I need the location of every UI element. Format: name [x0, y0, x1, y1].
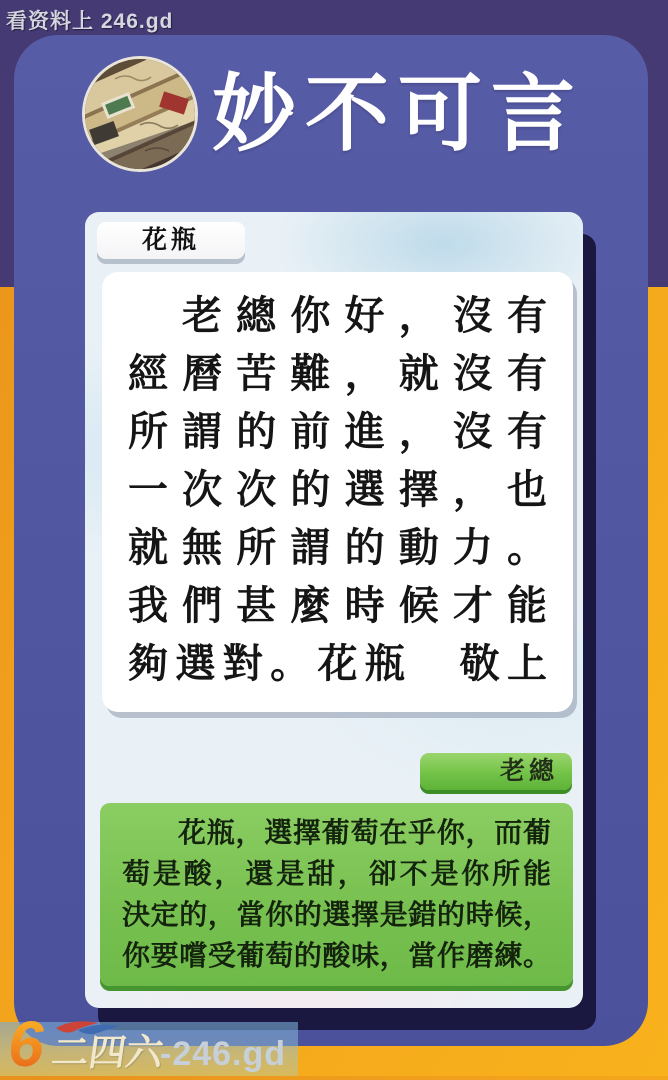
recipient-badge[interactable]: 老總	[420, 753, 572, 790]
sender-badge[interactable]: 花瓶	[97, 222, 245, 259]
watermark-text: 看资料上 246.gd	[6, 10, 174, 33]
message-line: 經曆苦難，就沒有	[128, 352, 547, 396]
logo-six: 6	[8, 1008, 44, 1080]
logo-brand: 二四六	[49, 1032, 166, 1073]
message-line: 所謂的前進，沒有	[128, 410, 547, 454]
message-bubble	[102, 272, 573, 712]
message-line: 就無所謂的動力。	[128, 526, 547, 570]
footer-logo[interactable]	[0, 1008, 298, 1080]
message-line: 一次次的選擇，也	[128, 468, 547, 512]
message-line: 我們甚麼時候才能	[128, 584, 547, 628]
logo-domain: -246.gd	[160, 1035, 287, 1073]
chat-panel	[85, 212, 583, 1008]
reply-bubble	[100, 803, 573, 986]
reply-line: 花瓶，選擇葡萄在乎你，而葡	[178, 817, 551, 848]
letters-photo-icon	[85, 59, 195, 169]
message-line: 老總你好，沒有	[182, 294, 547, 338]
message-line: 夠選對。花瓶 敬上	[128, 642, 547, 686]
avatar[interactable]	[82, 56, 198, 172]
reply-line: 你要嚐受葡萄的酸味，當作磨練。	[122, 940, 551, 971]
reply-line: 萄是酸，還是甜，卻不是你所能	[122, 858, 551, 889]
reply-line: 決定的，當你的選擇是錯的時候，	[122, 899, 551, 930]
page-title: 妙不可言	[212, 67, 585, 161]
